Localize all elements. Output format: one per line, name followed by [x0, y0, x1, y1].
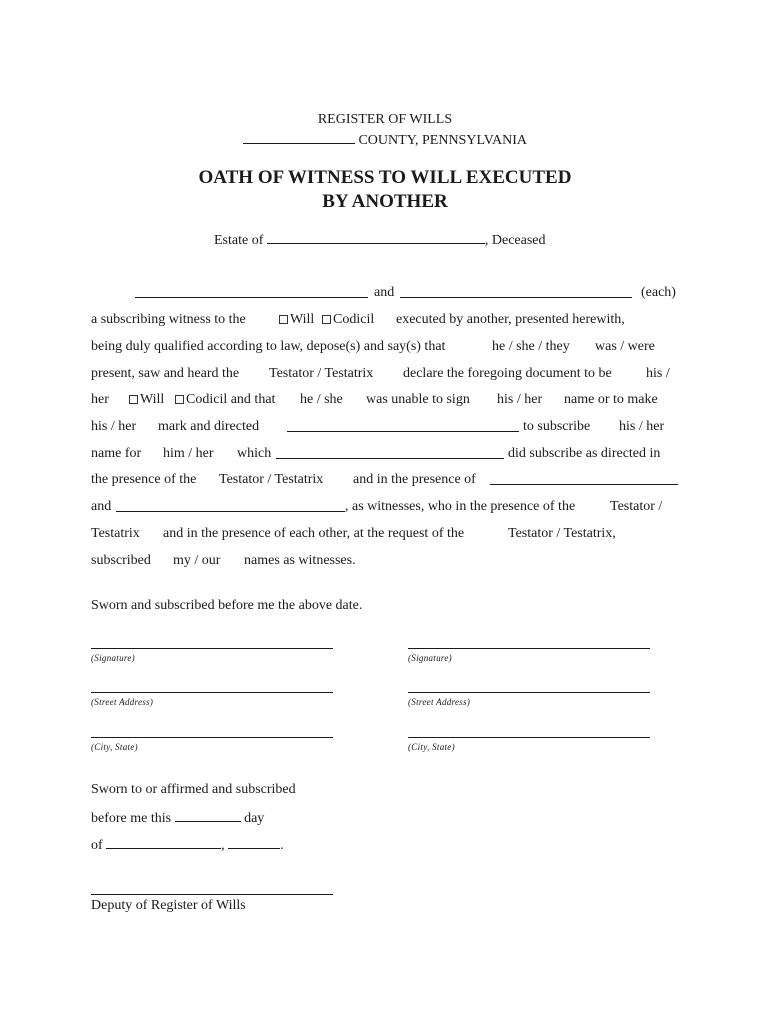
text-and: and: [374, 285, 395, 300]
affirm-period: .: [280, 838, 284, 853]
affirm-before: before me this: [91, 811, 172, 826]
codicil-checkbox-2[interactable]: [175, 395, 184, 404]
estate-name-blank[interactable]: [267, 231, 485, 244]
city-line-right[interactable]: [408, 737, 650, 738]
text-and-2: and: [91, 499, 112, 514]
will-label-2: Will: [140, 392, 165, 407]
signer-name-blank[interactable]: [287, 419, 519, 432]
city-caption-right: (City, State): [408, 742, 455, 752]
text-each: (each): [641, 285, 676, 300]
testator-choice-1: Testator / Testatrix: [269, 366, 374, 381]
signature-caption-right: (Signature): [408, 653, 452, 663]
text-line6b: mark and directed: [158, 419, 260, 434]
affirm-comma: ,: [221, 838, 225, 853]
pronoun-choice-3: he / she: [300, 392, 343, 407]
text-line3a: being duly qualified according to law, depose(s) and say(s) that: [91, 339, 446, 354]
text-her: her: [91, 392, 109, 407]
text-line8c: and in the presence of: [353, 472, 476, 487]
codicil-checkbox-option[interactable]: [322, 312, 374, 328]
codicil-checkbox[interactable]: [322, 315, 331, 324]
text-subscribed: subscribed: [91, 553, 151, 568]
affirm-day: day: [244, 811, 265, 826]
pronoun-choice-2: his /: [646, 366, 670, 381]
text-line6c: to subscribe: [523, 419, 591, 434]
affirm-line1: Sworn to or affirmed and subscribed: [91, 782, 296, 797]
register-heading: REGISTER OF WILLS: [317, 112, 453, 127]
codicil-label: Codicil: [333, 312, 375, 327]
signature-line-right[interactable]: [408, 648, 650, 649]
pronoun-choice-1: he / she / they: [492, 339, 570, 354]
month-blank[interactable]: [106, 836, 221, 849]
will-checkbox-2[interactable]: [129, 395, 138, 404]
county-blank[interactable]: [243, 131, 355, 144]
year-blank[interactable]: [228, 836, 280, 849]
text-line8a: the presence of the: [91, 472, 197, 487]
testator-choice-4: Testator / Testatrix,: [508, 526, 616, 541]
possessive-choice: my / our: [173, 553, 221, 568]
estate-line: [214, 231, 546, 249]
county-suffix: COUNTY, PENNSYLVANIA: [358, 133, 528, 148]
street-caption-right: (Street Address): [408, 697, 471, 707]
witness-a-blank[interactable]: [490, 472, 678, 485]
witness2-name-blank[interactable]: [400, 285, 632, 298]
text-line9b: , as witnesses, who in the presence of the: [345, 499, 576, 514]
affirm-of: of: [91, 838, 103, 853]
deputy-caption: Deputy of Register of Wills: [91, 898, 246, 913]
county-line: [0, 131, 770, 149]
witness1-name-blank[interactable]: [135, 285, 368, 298]
form-title-line2: BY ANOTHER: [322, 191, 448, 212]
signature-line-left[interactable]: [91, 648, 333, 649]
form-title-line1: OATH OF WITNESS TO WILL EXECUTED: [198, 167, 572, 188]
text-which: which: [237, 446, 272, 461]
pronoun-choice-4: his / her: [497, 392, 543, 407]
verb-choice: was / were: [595, 339, 655, 354]
city-line-left[interactable]: [91, 737, 333, 738]
day-blank[interactable]: [175, 809, 241, 822]
street-line-right[interactable]: [408, 692, 650, 693]
signer-name-blank-2[interactable]: [276, 446, 504, 459]
text-line5c: was unable to sign: [366, 392, 470, 407]
text-line4c: declare the foregoing document to be: [403, 366, 612, 381]
text-line11c: names as witnesses.: [244, 553, 356, 568]
testator-choice-2: Testator / Testatrix: [219, 472, 324, 487]
will-label: Will: [290, 312, 315, 327]
witness-b-blank[interactable]: [116, 499, 345, 512]
codicil-label-2: Codicil and that: [186, 392, 276, 407]
text-line2a: a subscribing witness to the: [91, 312, 246, 327]
testatrix-text: Testatrix: [91, 526, 140, 541]
text-line5e: name or to make: [564, 392, 658, 407]
city-caption-left: (City, State): [91, 742, 138, 752]
sworn-statement: Sworn and subscribed before me the above date.: [91, 598, 363, 613]
pronoun-choice-6: his / her: [619, 419, 665, 434]
text-line4a: present, saw and heard the: [91, 366, 240, 381]
text-line7a: name for: [91, 446, 142, 461]
signature-caption-left: (Signature): [91, 653, 135, 663]
affirm-line2: [91, 809, 264, 827]
will-checkbox[interactable]: [279, 315, 288, 324]
deputy-signature-line[interactable]: [91, 894, 333, 895]
street-caption-left: (Street Address): [91, 697, 154, 707]
text-line2b: executed by another, presented herewith,: [396, 312, 625, 327]
pronoun-choice-5: his / her: [91, 419, 137, 434]
estate-suffix: , Deceased: [484, 233, 546, 248]
codicil-checkbox-option-2[interactable]: [175, 392, 275, 408]
will-checkbox-option[interactable]: [279, 312, 314, 328]
text-line10b: and in the presence of each other, at the request of the: [163, 526, 465, 541]
testator-choice-3: Testator /: [610, 499, 663, 514]
estate-prefix: Estate of: [214, 233, 264, 248]
will-checkbox-option-2[interactable]: [129, 392, 164, 408]
pronoun-choice-7: him / her: [163, 446, 214, 461]
street-line-left[interactable]: [91, 692, 333, 693]
text-line7d: did subscribe as directed in: [508, 446, 661, 461]
affirm-line3: [91, 836, 284, 854]
